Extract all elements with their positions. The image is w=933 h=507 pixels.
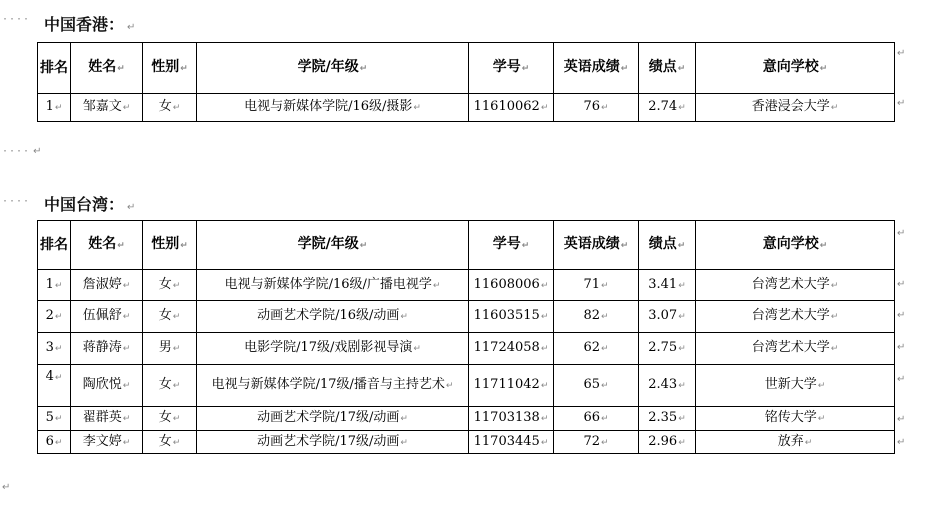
table-row: [38, 365, 895, 407]
row-end-mark-icon: ↵: [897, 374, 906, 385]
student-id-cell: 11711042↵: [469, 365, 554, 407]
row-end-mark-icon: ↵: [897, 342, 906, 353]
table-row: [38, 301, 895, 333]
student-id-cell: 11608006↵: [469, 270, 554, 301]
gender-cell: 女↵: [143, 407, 197, 431]
table-header-row: [38, 221, 895, 270]
college-cell: 动画艺术学院/17级/动画↵: [197, 407, 469, 431]
header-cell: 学号↵: [469, 43, 554, 94]
college-cell: 电影学院/17级/戏剧影视导演↵: [197, 333, 469, 365]
row-end-mark-icon: ↵: [897, 48, 906, 59]
english-score-cell: 71↵: [554, 270, 639, 301]
table-row: [38, 333, 895, 365]
header-cell: 性别↵: [143, 221, 197, 270]
gender-cell: 男↵: [143, 333, 197, 365]
paragraph-mark-icon: ↵: [127, 202, 136, 213]
row-end-mark-icon: ↵: [897, 228, 906, 239]
header-cell: 意向学校↵: [696, 221, 895, 270]
row-end-mark-icon: ↵: [897, 437, 906, 448]
row-end-mark-icon: ↵: [897, 279, 906, 290]
rank-cell: 2↵: [38, 301, 71, 333]
name-cell: 李文婷↵: [71, 431, 143, 454]
student-id-cell: 11703445↵: [469, 431, 554, 454]
header-cell: 排名: [38, 43, 71, 94]
header-cell: 英语成绩↵: [554, 221, 639, 270]
student-id-cell: 11610062↵: [469, 94, 554, 122]
target-school-cell: 香港浸会大学↵: [696, 94, 895, 122]
english-score-cell: 65↵: [554, 365, 639, 407]
rank-cell: 6↵: [38, 431, 71, 454]
header-cell: 学号↵: [469, 221, 554, 270]
section-heading-hongkong: [44, 12, 135, 35]
english-score-cell: 72↵: [554, 431, 639, 454]
gpa-cell: 2.96↵: [639, 431, 696, 454]
header-cell: 意向学校↵: [696, 43, 895, 94]
target-school-cell: 世新大学↵: [696, 365, 895, 407]
header-cell: 学院/年级↵: [197, 221, 469, 270]
gpa-cell: 3.41↵: [639, 270, 696, 301]
gpa-cell: 2.75↵: [639, 333, 696, 365]
student-id-cell: 11703138↵: [469, 407, 554, 431]
row-end-mark-icon: ↵: [897, 98, 906, 109]
table-row: [38, 407, 895, 431]
paragraph-mark-icon: ↵: [127, 22, 136, 33]
section-title: 中国台湾：: [44, 195, 125, 214]
target-school-cell: 放弃↵: [696, 431, 895, 454]
gender-cell: 女↵: [143, 270, 197, 301]
target-school-cell: 台湾艺术大学↵: [696, 301, 895, 333]
taiwan-table: [37, 220, 895, 454]
name-cell: 陶欣悦↵: [71, 365, 143, 407]
header-cell: 排名: [38, 221, 71, 270]
table-row: [38, 431, 895, 454]
college-cell: 动画艺术学院/16级/动画↵: [197, 301, 469, 333]
gender-cell: 女↵: [143, 301, 197, 333]
college-cell: 电视与新媒体学院/16级/摄影↵: [197, 94, 469, 122]
rank-cell: 1↵: [38, 270, 71, 301]
target-school-cell: 台湾艺术大学↵: [696, 270, 895, 301]
gender-cell: 女↵: [143, 94, 197, 122]
header-cell: 英语成绩↵: [554, 43, 639, 94]
hongkong-table: [37, 42, 895, 122]
table-row: [38, 94, 895, 122]
gender-cell: 女↵: [143, 365, 197, 407]
name-cell: 詹淑婷↵: [71, 270, 143, 301]
row-end-mark-icon: ↵: [897, 414, 906, 425]
rank-cell: 1↵: [38, 94, 71, 122]
college-cell: 电视与新媒体学院/16级/广播电视学↵: [197, 270, 469, 301]
row-end-mark-icon: ↵: [897, 310, 906, 321]
header-cell: 绩点↵: [639, 43, 696, 94]
target-school-cell: 铭传大学↵: [696, 407, 895, 431]
rank-cell: 5↵: [38, 407, 71, 431]
paragraph-mark-icon: ↵: [33, 146, 43, 157]
target-school-cell: 台湾艺术大学↵: [696, 333, 895, 365]
gender-cell: 女↵: [143, 431, 197, 454]
english-score-cell: 66↵: [554, 407, 639, 431]
paragraph-indent-dots: ····: [2, 14, 31, 25]
section-heading-taiwan: [44, 192, 135, 215]
header-cell: 性别↵: [143, 43, 197, 94]
college-cell: 电视与新媒体学院/17级/播音与主持艺术↵: [197, 365, 469, 407]
student-id-cell: 11724058↵: [469, 333, 554, 365]
rank-cell: 3↵: [38, 333, 71, 365]
gpa-cell: 2.35↵: [639, 407, 696, 431]
table-header-row: [38, 43, 895, 94]
name-cell: 伍佩舒↵: [71, 301, 143, 333]
english-score-cell: 82↵: [554, 301, 639, 333]
rank-cell: 4↵: [38, 365, 71, 407]
header-cell: 姓名↵: [71, 43, 143, 94]
paragraph-mark-icon: ↵: [2, 482, 11, 493]
gpa-cell: 2.74↵: [639, 94, 696, 122]
gpa-cell: 3.07↵: [639, 301, 696, 333]
paragraph-indent-dots: ····: [2, 196, 31, 207]
header-cell: 姓名↵: [71, 221, 143, 270]
table-row: [38, 270, 895, 301]
name-cell: 邹嘉文↵: [71, 94, 143, 122]
college-cell: 动画艺术学院/17级/动画↵: [197, 431, 469, 454]
english-score-cell: 76↵: [554, 94, 639, 122]
header-cell: 绩点↵: [639, 221, 696, 270]
gpa-cell: 2.43↵: [639, 365, 696, 407]
name-cell: 翟群英↵: [71, 407, 143, 431]
student-id-cell: 11603515↵: [469, 301, 554, 333]
section-title: 中国香港：: [44, 15, 125, 34]
name-cell: 蒋静涛↵: [71, 333, 143, 365]
english-score-cell: 62↵: [554, 333, 639, 365]
paragraph-indent-dots: ···· ↵: [2, 146, 43, 157]
header-cell: 学院/年级↵: [197, 43, 469, 94]
